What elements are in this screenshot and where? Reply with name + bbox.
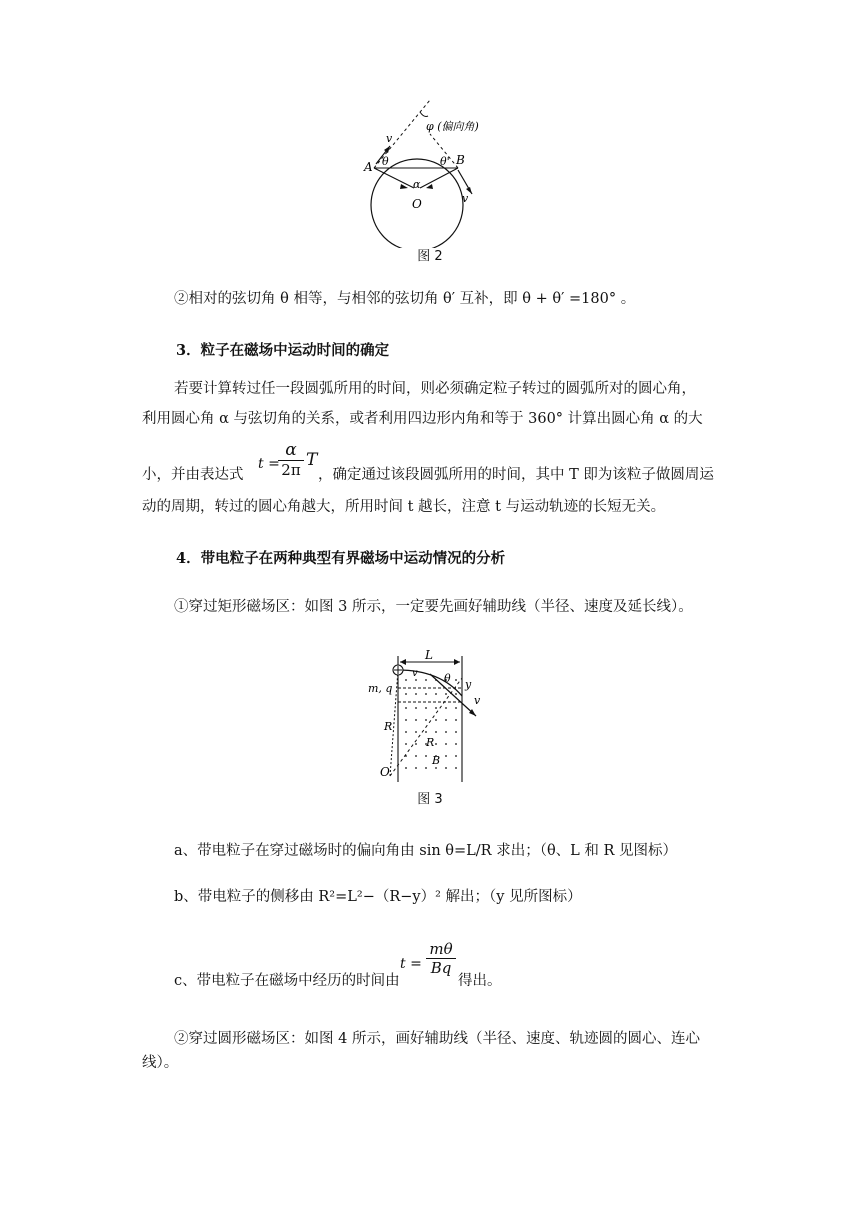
paragraph-b-displacement: b、带电粒子的侧移由 R²=L²−（R−y）² 解出；（y 见所图标） bbox=[174, 889, 582, 905]
heading-section-4: 4．带电粒子在两种典型有界磁场中运动情况的分析 bbox=[176, 550, 506, 567]
radius-bo bbox=[420, 168, 458, 188]
paragraph-4-line-2b: 线）。 bbox=[142, 1055, 179, 1071]
label-theta: θ bbox=[382, 155, 389, 168]
figure-3-diagram bbox=[360, 648, 500, 788]
formula-time-field bbox=[400, 940, 460, 988]
paragraph-a-deflection: a、带电粒子在穿过磁场时的偏向角由 sin θ=L/R 求出；（θ、L 和 R 见图标） bbox=[174, 843, 678, 859]
label-a: A bbox=[364, 160, 373, 174]
magnetic-field-dots bbox=[405, 679, 457, 769]
label-b-field: B bbox=[432, 754, 441, 767]
formula-numerator-alpha: α bbox=[285, 440, 297, 460]
formula-T: T bbox=[306, 450, 318, 470]
label-l: L bbox=[425, 648, 433, 662]
paragraph-c-time-a: c、带电粒子在磁场中经历的时间由 bbox=[174, 973, 400, 989]
figure-3-caption: 图 3 bbox=[417, 792, 443, 807]
paragraph-3-line-4: 动的周期，转过的圆心角越大，所用时间 t 越长，注意 t 与运动轨迹的长短无关。 bbox=[142, 499, 666, 515]
paragraph-c-time-b: 得出。 bbox=[458, 973, 502, 989]
label-o: O bbox=[412, 197, 422, 211]
label-theta-fig3: θ bbox=[444, 672, 451, 685]
paragraph-3-line-3a: 小，并由表达式 bbox=[142, 467, 244, 483]
label-b: B bbox=[456, 153, 465, 167]
label-alpha: α bbox=[413, 178, 421, 191]
label-y: y bbox=[465, 678, 472, 691]
label-r-mid: R bbox=[426, 736, 435, 749]
figure-2-diagram bbox=[360, 98, 520, 248]
paragraph-3-line-1: 若要计算转过任一段圆弧所用的时间，则必须确定粒子转过的圆弧所对的圆心角， bbox=[174, 381, 696, 397]
heading-section-3: 3．粒子在磁场中运动时间的确定 bbox=[176, 342, 390, 359]
label-v-top: v bbox=[412, 668, 418, 679]
label-phi: φ (偏向角) bbox=[426, 120, 479, 133]
particle-trajectory bbox=[398, 670, 462, 696]
paragraph-3-line-2: 利用圆心角 α 与弦切角的关系，或者利用四边形内角和等于 360° 计算出圆心角 α 的大 bbox=[142, 411, 703, 427]
formula-t: t = bbox=[258, 456, 280, 472]
formula2-t: t = bbox=[400, 956, 422, 972]
label-o-fig3: O bbox=[380, 765, 390, 779]
label-mq: m, q bbox=[368, 682, 393, 695]
formula2-denominator: Bq bbox=[430, 959, 452, 977]
paragraph-chord-angles: ②相对的弦切角 θ 相等，与相邻的弦切角 θ′ 互补，即 θ + θ′ =180° 。 bbox=[174, 291, 636, 307]
label-r-left: R bbox=[384, 720, 393, 733]
label-v1: v bbox=[386, 132, 393, 145]
formula2-numerator: mθ bbox=[429, 940, 453, 958]
figure-2-caption: 图 2 bbox=[417, 249, 443, 264]
label-v2: v bbox=[462, 192, 469, 205]
paragraph-4-line-2a: ②穿过圆形磁场区：如图 4 所示，画好辅助线（半径、速度、轨迹圆的圆心、连心 bbox=[174, 1031, 700, 1047]
label-v-exit: v bbox=[474, 694, 481, 707]
formula-denominator-2pi: 2π bbox=[281, 461, 301, 479]
paragraph-4-line-1: ①穿过矩形磁场区：如图 3 所示，一定要先画好辅助线（半径、速度及延长线）。 bbox=[174, 599, 693, 615]
label-theta-prime: θ' bbox=[440, 155, 450, 168]
paragraph-3-line-3b: ，确定通过该段圆弧所用的时间，其中 T 即为该粒子做圆周运 bbox=[318, 467, 714, 483]
